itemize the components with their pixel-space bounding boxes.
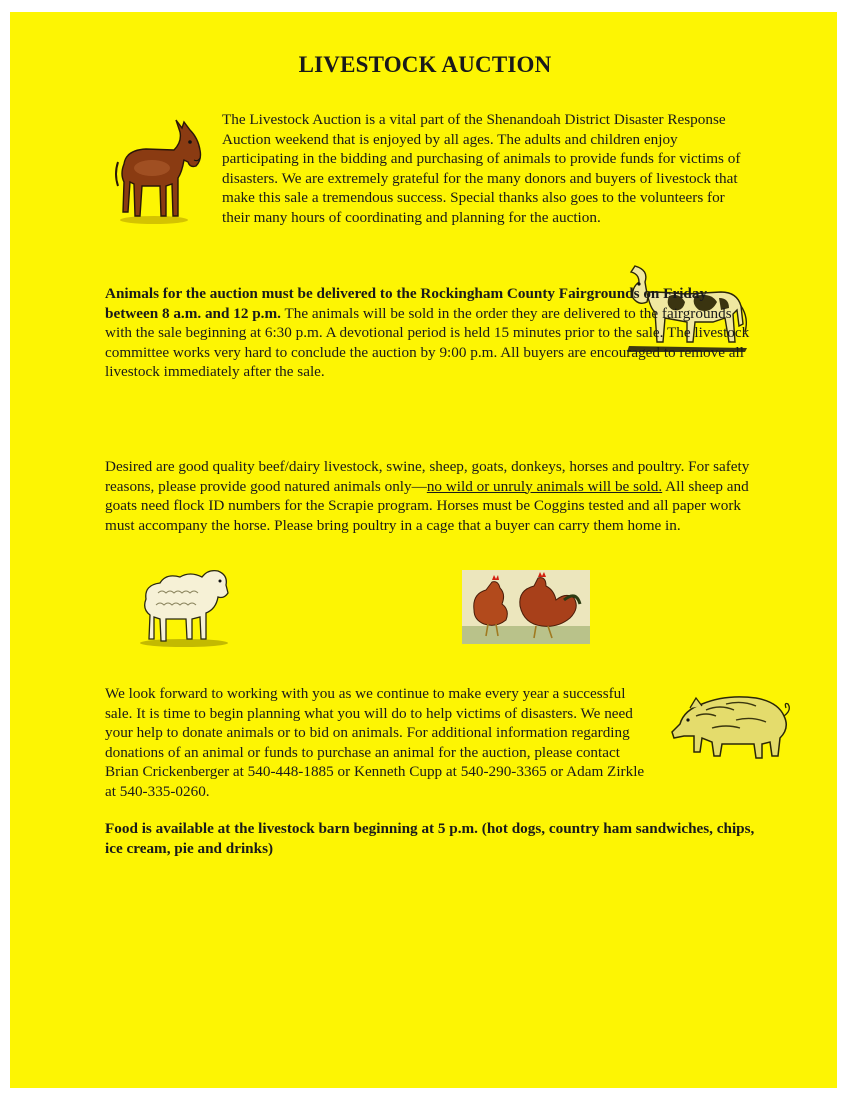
forward-paragraph: We look forward to working with you as we continue to make every year a successful sale. It is time to begin planning what you will do to help victims of disasters. We need your help to donate animals or to bid on animals. For additional information regarding donations of an animal or funds to purchase an animal for the auction, please contact Brian Crickenberger at 540-448-1885 or Kenneth Cupp at 540-290-3365 or Adam Zirkle at 540-335-0260. xyxy=(105,685,645,800)
desired-paragraph xyxy=(105,457,755,535)
chickens-icon xyxy=(462,570,590,644)
delivery-text: The animals will be sold in the order they are delivered to the fairgrounds with the sale beginning at 6:30 p.m. A devotional period is held 15 minutes prior to the sale. The livestock committee works very hard to conclude the auction by 9:00 p.m. All buyers are encouraged to remove all livestock immediately after the sale. xyxy=(105,304,750,381)
delivery-bold-text: Animals for the auction must be delivered to the Rockingham County Fairgrounds on Friday between 8 a.m. and 12 p.m. xyxy=(105,285,708,322)
desired-underlined-text: no wild or unruly animals will be sold. xyxy=(426,477,663,495)
sheep-icon xyxy=(136,563,232,649)
page-title: LIVESTOCK AUCTION xyxy=(298,52,552,77)
intro-paragraph: The Livestock Auction is a vital part of the Shenandoah District Disaster Response Auction weekend that is enjoyed by all ages. The adults and children enjoy participating in the bidding and purchasing of animals to provide funds for victims of disasters. We are extremely grateful for the many donors and buyers of livestock that make this sale a tremendous success. Special thanks also goes to the volunteers for their many hours of coordinating and planning for the auction. xyxy=(222,111,741,226)
desired-text-1: Desired are good quality beef/dairy livestock, swine, sheep, goats, donkeys, horses and poultry. For safety reasons, please provide good natured animals only— xyxy=(105,458,750,495)
food-paragraph: Food is available at the livestock barn beginning at 5 p.m. (hot dogs, country ham sandwiches, chips, ice cream, pie and drinks) xyxy=(105,820,755,857)
pig-icon xyxy=(666,680,792,764)
donkey-icon xyxy=(112,116,212,226)
delivery-paragraph xyxy=(105,284,755,382)
desired-text-2: All sheep and goats need flock ID numbers for the Scrapie program. Horses must be Coggins tested and all paper work must accompany the horse. Please bring poultry in a cage that a buyer can carry them home in. xyxy=(105,477,749,534)
